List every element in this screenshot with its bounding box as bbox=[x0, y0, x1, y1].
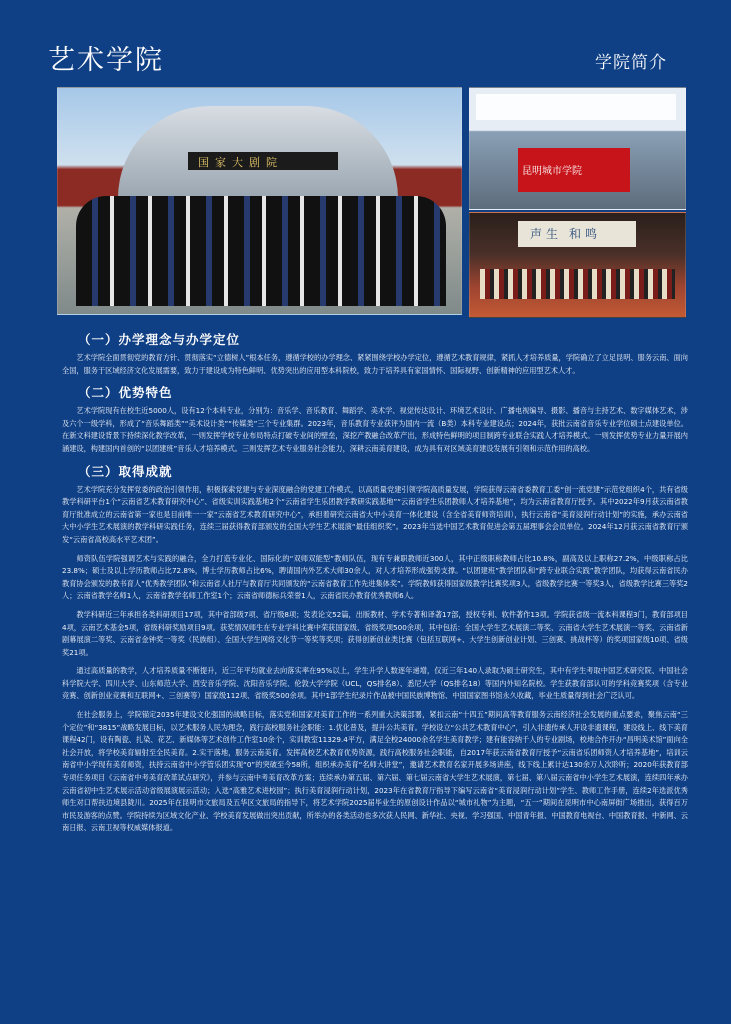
section-paragraph: 艺术学院现有在校生近5000人，设有12个本科专业，分别为：音乐学、音乐教育、舞蹈学、美术学、视觉传达设计、环境艺术设计、广播电视编导、摄影、播音与主持艺术、数字媒体艺术，涉及六个一级学科，形成了“音乐舞蹈类”“美术设计类”“传媒类”三个专业集群。2023年，音乐教育专业获评为国内一流（B类）本科专业建设点；2024年，获批云南省音乐专业学位硕士点建设单位。在新文科建设背景下持续深化教学改革，一则发挥学校专业布局特点打破专业间的壁垒，深挖产教融合改革产出，形成特色鲜明的项目制跨专业联合实践人才培养模式。一则发挥优势专业力量开展内涵建设，构建国内首创的“以团建班”音乐人才培养模式。三则发挥艺术专业服务社会能力，深耕云南美育建设，成为具有对区域美育建设发展有引领和示范作用的高校。 bbox=[62, 406, 688, 453]
article-body bbox=[62, 330, 688, 841]
performers-group bbox=[76, 196, 446, 306]
section-paragraph: 在社会服务上，学院锚定2035年建设文化强国的战略目标，落实党和国家对美育工作的一系列重大决策部署，紧扣云南“十四五”期间高等教育服务云南经济社会发展的重点要求，聚焦云南“三个定位”和“3815”战略发展目标，以艺术服务人民为理念，践行高校服务社会职能：1.优化普及，提升公共美育。学校设立“公共艺术教育中心”，引入非遗传承人开设非遗课程，建设线上、线下美育课程42门，设有陶瓷、扎染、花艺、新媒体等艺术创作工作室10余个，实训教室11329.4平方，满足全校24000余名学生美育教学；建有能容纳千人的专业剧场，校地合作开办“昌明美术馆”面向全社会开放，将学校美育辐射至全民美育。2.实干落地，服务云南美育。发挥高校艺术教育优势资源，践行高校服务社会职能，自2017年获云南省教育厅授予“云南省乐团师资人才培养基地”，培训云南省中小学现有美育师资，扶持云南省中小学管乐团实现“0”的突破至今58所，组织承办美育“名师大讲堂”，邀请艺术教育名家开展多场讲座，线下线上累计达130余万人次聆听；2020年获教育部专项任务项目《云南省中考美育改革试点研究》，并参与云南中考美育改革方案；连续承办第五届、第六届、第七届云南省大学生艺术展演，第七届、第八届云南省中小学生艺术展演，连续四年承办云南省初中生艺术展示活动省级展演展示活动；入选“高雅艺术进校园”；执行美育浸润行动计划，2023年在省教育厅指导下编写云南省“美育浸润行动计划”学生、教师工作手册，连续2年选派优秀师生对口帮扶边境县陇川。2025年在昆明市文旅局及五华区文旅局的指导下，将艺术学院2025届毕业生的原创设计作品以“城市礼物”为主题，“五一”期间在昆明市中心南屏街广场推出，获得百万市民及游客的点赞。学院持续为区域文化产业、学校美育发展做出突出贡献，所举办的各类活动也多次获人民网、新华社、央视、学习强国、中国青年报、中国教育电视台、中国教育报、中新网、云南日报、云南卫视等权威媒体报道。 bbox=[62, 710, 688, 833]
section-heading-achievements: （三）取得成就 bbox=[78, 463, 173, 479]
banner-text: 昆明城市学院 bbox=[522, 166, 582, 177]
stage-board-text: 声生 和鸣 bbox=[530, 227, 602, 241]
section-paragraph: 艺术学院全面贯彻党的教育方针、贯彻落实“立德树人”根本任务，遵循学校的办学理念、紧紧围绕学校办学定位，遵循艺术教育规律，紧抓人才培养质量，学院确立了立足昆明、服务云南、面向全国，服务于区域经济文化发展需要，致力于建设成为特色鲜明、优势突出的应用型本科院校，致力于培养具有家国情怀、国际视野、创新精神的应用型艺术人才。 bbox=[62, 353, 688, 375]
section-paragraph: 通过高质量的教学，人才培养质量不断提升，近三年平均就业去向落实率在95%以上，学生升学人数逐年递增，仅近三年140人录取为硕士研究生，其中有学生考取中国艺术研究院、中国社会科学院大学、四川大学、山东师范大学、西安音乐学院、沈阳音乐学院、伦敦大学学院（UCL，QS排名8）、悉尼大学（QS排名18）等国内外知名院校。学生获教育部认可的学科竞赛奖项（含专业竞赛、创新创业竞赛和互联网+、三创赛等）国家级112项、省级奖500余项。其中1部学生纪录片作品被中国民族博物馆、中国国家图书馆永久收藏，毕业生质量得到社会广泛认可。 bbox=[62, 666, 688, 701]
section-paragraph: 教学科研近三年承担各类科研项目17项，其中省部级7项、省厅级8项；发表论文52篇，出版教材、学术专著和译著17部，授权专利、软件著作13项。学院获省级一流本科课程3门，教育部项目4项，云南艺术基金5项，省级科研奖励项目9项。获奖情况师生在专业学科比赛中荣获国家级、省级奖项500余项，其中包括：全国大学生艺术展演二等奖、云南省大学生艺术展演一等奖、云南省新剧幕展演二等奖、云南省金钟奖一等奖（民族组）、全国大学生网络文化节一等奖等奖项；获得创新创业类比赛（包括互联网+、大学生创新创业计划、三创赛、挑战杯等）的奖项国家级10项、省级奖21项。 bbox=[62, 609, 688, 657]
section-heading-philosophy: （一）办学理念与办学定位 bbox=[78, 332, 241, 347]
page-title: 艺术学院 bbox=[48, 45, 164, 76]
event-backdrop bbox=[476, 94, 676, 120]
section-paragraph: 师资队伍学院强调艺术与实践的融合，全力打造专业化、国际化的“双师双能型”教师队伍，现有专兼职教师近300人，其中正级职称教师占比10.8%，副高及以上职称27.2%，中级职称占比23.8%；硕士及以上学历教师占比72.8%，博士学历教师占比6%，聘请国内外艺术大师30余人，对人才培养形成强势支撑。“以团建班”教学团队和“跨专业联合实践”教学团队，均获得云南省民办教育协会颁发的教书育人“优秀教学团队”和云南省人社厅与教育厅共同颁发的“云南省教育工作先进集体奖”。学院教师获得国家级教学比赛奖项3人，省级教学比赛一等奖3人，省级教学比赛三等奖2人；云南省教学名师1人，云南省教学名师工作室1个；云南省师德标兵荣誉1人，云南省民办教育优秀教师6人。 bbox=[62, 553, 688, 601]
section-paragraph: 艺术学院充分发挥党委的政治引领作用，积极探索党建与专业深度融合的党建工作模式，以高质量党建引领学院高质量发展，学院获得云南省委教育工委“创一流党建”示范党组织4个，共有省级教学科研平台1个“云南省艺术教育研究中心”、省级实训实践基地2个“云南省学生乐团教学教研实践基地”“云南省学生乐团教师人才培养基地”，均为云南省教育厅授予。其中2022年9月获云南省教育厅批准成立的云南省第一家也是目前唯一一家“云南省艺术教育研究中心”，承担着研究云南省大中小美育一体化建设（含全省美育师资培训），执行云南省“美育浸润行动计划”的实施，承办云南省大中小学生艺术展演的教学科研实践任务，连续三届获得教育部颁发的全国大学生艺术展演“最佳组织奖”。2023年当选中国艺术教育促进会第五届理事会会员单位。2024年12月获云南省教育厅颁发“云南省高校高水平艺术团”。 bbox=[62, 484, 688, 544]
section-heading-strengths: （二）优势特色 bbox=[78, 385, 173, 401]
concert-stage-photo bbox=[469, 212, 686, 318]
theatre-group-photo bbox=[57, 87, 462, 315]
students-banner-photo bbox=[469, 87, 686, 210]
page-subtitle: 学院简介 bbox=[595, 53, 667, 73]
theatre-sign-text: 国家大剧院 bbox=[198, 157, 283, 169]
stage-performers bbox=[480, 269, 675, 299]
